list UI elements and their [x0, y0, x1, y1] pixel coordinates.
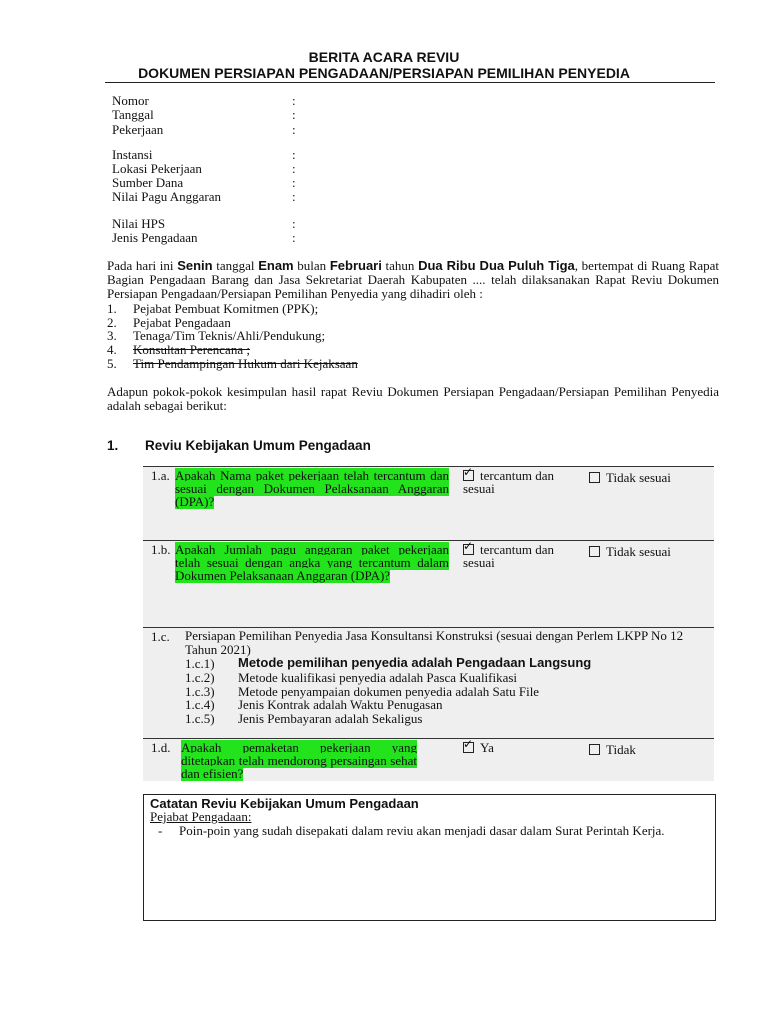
checkbox-empty-icon[interactable] [589, 744, 600, 755]
section-title: Reviu Kebijakan Umum Pengadaan [145, 438, 371, 453]
attendee-text: Pejabat Pengadaan [133, 315, 231, 330]
sub-item-text: Metode pemilihan penyedia adalah Pengadaan Langsung [238, 655, 592, 670]
section-number: 1. [107, 438, 119, 453]
notes-text: Poin-poin yang sudah disepakati dalam reviu akan menjadi dasar dalam Surat Perintah Kerja. [179, 823, 665, 838]
field-value-nomor: : [292, 93, 296, 108]
field-value-pekerjaan: : [292, 122, 296, 137]
notes-box [143, 794, 716, 921]
field-value-instansi: : [292, 147, 296, 162]
intro-text: , bertempat di Ruang Rapat Bagian Pengadaan Barang dan Jasa Sekretariat Daerah Kabupaten .... telah dilaksanakan Rapat Reviu Dokumen Persiapan Pengadaan/Persiapan Pemilihan Penyedia yang dihadiri oleh : [107, 258, 720, 301]
field-value-lokasi: : [292, 161, 296, 176]
sub-item-text: Metode penyampaian dokumen penyedia adalah Satu File [238, 684, 540, 699]
intro-paragraph [107, 259, 719, 301]
option-label: tercantum dan sesuai [463, 542, 554, 570]
field-value-pagu: : [292, 189, 296, 204]
sub-item-number: 1.c.3) [185, 684, 215, 699]
intro-text: tahun [381, 258, 419, 273]
option-yes[interactable] [463, 469, 575, 495]
attendee-number: 1. [107, 301, 117, 316]
intro-text: Pada hari ini [107, 258, 178, 273]
field-value-sumber-dana: : [292, 175, 296, 190]
sub-item-text: Jenis Pembayaran adalah Sekaligus [238, 711, 423, 726]
field-value-hps: : [292, 216, 296, 231]
option-label: Tidak sesuai [606, 544, 671, 559]
review-item-1d [143, 738, 714, 781]
option-label: tercantum dan sesuai [463, 468, 554, 496]
notes-subtitle: Pejabat Pengadaan: [150, 809, 252, 824]
attendee-list-item [107, 329, 325, 343]
item-question [175, 469, 449, 508]
sub-item-text: Jenis Kontrak adalah Waktu Penugasan [238, 697, 443, 712]
option-yes[interactable] [463, 543, 575, 569]
conclusion-intro: Adapun pokok-pokok kesimpulan hasil rapat Reviu Dokumen Persiapan Pengadaan/Persiapan Pemilihan Penyedia adalah sebagai berikut: [107, 384, 719, 413]
checkbox-checked-icon[interactable] [463, 544, 474, 555]
checkbox-empty-icon[interactable] [589, 472, 600, 483]
item-number: 1.a. [151, 468, 170, 483]
attendee-number: 2. [107, 315, 117, 330]
option-label: Tidak [606, 742, 636, 757]
field-label-lokasi: Lokasi Pekerjaan [112, 161, 202, 176]
field-label-hps: Nilai HPS [112, 216, 166, 231]
option-label: Tidak sesuai [606, 470, 671, 485]
sub-item-number: 1.c.4) [185, 697, 215, 712]
item-number: 1.d. [151, 740, 171, 755]
attendee-number: 5. [107, 356, 117, 371]
document-title: BERITA ACARA REVIU [308, 49, 460, 65]
item-question-text: Apakah Nama paket pekerjaan telah tercantum dan sesuai dengan Dokumen Pelaksanaan Anggaran (DPA)? [175, 468, 449, 509]
item-number: 1.c. [151, 629, 170, 644]
attendee-list-item [107, 343, 250, 357]
item-description: Persiapan Pemilihan Penyedia Jasa Konsultansi Konstruksi (sesuai dengan Perlem LKPP No 12 Tahun 2021) [185, 628, 684, 657]
intro-day: Senin [177, 258, 213, 273]
checkbox-empty-icon[interactable] [589, 546, 600, 557]
document-subtitle: DOKUMEN PERSIAPAN PENGADAAN/PERSIAPAN PEMILIHAN PENYEDIA [138, 65, 630, 81]
intro-text: tanggal [212, 258, 259, 273]
attendee-text: Konsultan Perencana ; [133, 342, 250, 357]
field-label-tanggal: Tanggal [112, 107, 154, 122]
field-label-pagu: Nilai Pagu Anggaran [112, 189, 222, 204]
sub-item-text: Metode kualifikasi penyedia adalah Pasca Kualifikasi [238, 670, 518, 685]
intro-date: Enam [258, 258, 294, 273]
intro-year: Dua Ribu Dua Puluh Tiga [418, 258, 575, 273]
sub-item-number: 1.c.5) [185, 711, 215, 726]
review-item-1c [143, 627, 714, 738]
field-label-nomor: Nomor [112, 93, 149, 108]
review-item-1a [143, 466, 714, 540]
field-label-jenis-pengadaan: Jenis Pengadaan [112, 230, 198, 245]
item-question-text: Apakah pemaketan pekerjaan yang ditetapkan telah mendorong persaingan sehat dan efisien? [181, 740, 417, 781]
item-number: 1.b. [151, 542, 171, 557]
option-no[interactable] [589, 545, 671, 558]
item-question-text: Apakah Jumlah pagu anggaran paket pekerjaan telah sesuai dengan angka yang tercantum dalam Dokumen Pelaksanaan Anggaran (DPA)? [175, 542, 449, 583]
field-label-pekerjaan: Pekerjaan [112, 122, 164, 137]
attendee-list-item [107, 357, 358, 371]
attendee-text: Tim Pendampingan Hukum dari Kejaksaan [133, 356, 358, 371]
sub-item-number: 1.c.1) [185, 656, 215, 671]
intro-month: Februari [329, 258, 382, 273]
item-question [175, 543, 449, 582]
option-no[interactable] [589, 743, 636, 756]
notes-title: Catatan Reviu Kebijakan Umum Pengadaan [150, 796, 419, 811]
sub-item-number: 1.c.2) [185, 670, 215, 685]
review-item-1b [143, 540, 714, 628]
attendee-number: 4. [107, 342, 117, 357]
option-no[interactable] [589, 471, 671, 484]
attendee-list-item [107, 302, 318, 316]
notes-bullet: - [158, 823, 163, 838]
option-label: Ya [480, 740, 494, 755]
checkbox-checked-icon[interactable] [463, 742, 474, 753]
header-rule [105, 82, 715, 83]
item-question [181, 741, 417, 780]
attendee-text: Tenaga/Tim Teknis/Ahli/Pendukung; [133, 328, 326, 343]
attendee-number: 3. [107, 328, 117, 343]
attendee-text: Pejabat Pembuat Komitmen (PPK); [133, 301, 319, 316]
option-yes[interactable] [463, 741, 494, 754]
field-value-tanggal: : [292, 107, 296, 122]
field-label-sumber-dana: Sumber Dana [112, 175, 184, 190]
intro-text: bulan [293, 258, 330, 273]
checkbox-checked-icon[interactable] [463, 470, 474, 481]
field-label-instansi: Instansi [112, 147, 153, 162]
field-value-jenis-pengadaan: : [292, 230, 296, 245]
